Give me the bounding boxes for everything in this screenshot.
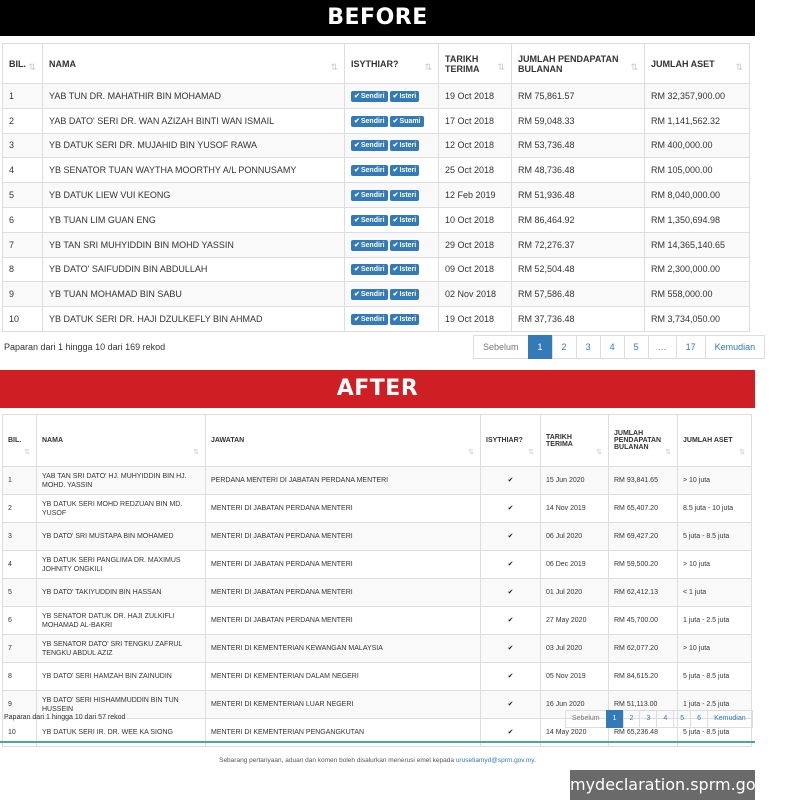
cell-assets: RM 1,350,694.98: [645, 207, 750, 232]
table-row: [3, 183, 750, 208]
cell-name: YB DATUK SERI DR. HAJI DZULKEFLY BIN AHMAD: [43, 307, 345, 332]
page-button[interactable]: 6: [690, 710, 708, 728]
check-icon: ✔: [354, 167, 360, 175]
cell-date: 27 May 2020: [541, 607, 609, 635]
cell-name: YB SENATOR DATO' SRI TENGKU ZAFRUL TENGKU ABDUL AZIZ: [37, 635, 206, 663]
check-icon[interactable]: ✔: [507, 505, 514, 512]
sort-icon: ⇅: [735, 62, 743, 72]
cell-declaration: [481, 523, 541, 551]
badge-label: Sendiri: [360, 216, 385, 224]
footer-end: .: [534, 757, 536, 764]
check-icon[interactable]: ✔: [507, 561, 514, 568]
check-icon: ✔: [392, 192, 399, 200]
declaration-badge[interactable]: [351, 215, 388, 226]
cell-no: 1: [3, 467, 37, 495]
badge-label: Isteri: [399, 192, 417, 200]
table-row: [3, 257, 750, 282]
table-row: [3, 133, 750, 158]
cell-position: MENTERI DI JABATAN PERDANA MENTERI: [206, 579, 481, 607]
cell-name: YB DATO' SAIFUDDIN BIN ABDULLAH: [43, 257, 345, 282]
sort-icon: ⇅: [630, 62, 638, 72]
cell-income: RM 75,861.57: [512, 84, 645, 109]
cell-income: RM 37,736.48: [512, 307, 645, 332]
cell-assets: 5 juta - 8.5 juta: [678, 719, 752, 747]
cell-assets: RM 400,000.00: [645, 133, 750, 158]
cell-name: YB DATO' TAKIYUDDIN BIN HASSAN: [37, 579, 206, 607]
declaration-badge[interactable]: [351, 116, 388, 127]
footer-divider: [0, 741, 755, 743]
cell-income: RM 72,276.37: [512, 232, 645, 257]
cell-name: YAB DATO' SERI DR. WAN AZIZAH BINTI WAN ISMAIL: [43, 108, 345, 133]
cell-position: MENTERI DI KEMENTERIAN LUAR NEGERI: [206, 691, 481, 719]
cell-date: 12 Oct 2018: [439, 133, 512, 158]
cell-date: 12 Feb 2019: [439, 183, 512, 208]
check-icon: ✔: [392, 291, 399, 299]
cell-name: YB DATO' SRI MUSTAPA BIN MOHAMED: [37, 523, 206, 551]
check-icon: ✔: [354, 192, 360, 200]
check-icon: ✔: [354, 216, 360, 224]
cell-name: YB SENATOR DATUK DR. HAJI ZULKIFLI MOHAMAD AL-BAKRI: [37, 607, 206, 635]
cell-name: YB DATUK SERI MOHD REDZUAN BIN MD. YUSOF: [37, 495, 206, 523]
declaration-badge[interactable]: [390, 314, 420, 325]
cell-no: 10: [3, 719, 37, 747]
declaration-badge[interactable]: [351, 165, 388, 176]
check-icon: ✔: [354, 117, 360, 125]
cell-income: RM 53,736.48: [512, 133, 645, 158]
cell-date: 05 Nov 2019: [541, 663, 609, 691]
cell-declaration: [345, 158, 439, 183]
table-row: [3, 282, 750, 307]
declaration-badge[interactable]: [351, 140, 388, 151]
table-row: [3, 467, 752, 495]
page-button[interactable]: 17: [676, 335, 706, 359]
badge-label: Sendiri: [360, 316, 385, 324]
check-icon: ✔: [392, 142, 399, 150]
cell-assets: RM 3,734,050.00: [645, 307, 750, 332]
prev-page-button[interactable]: Sebelum: [473, 335, 529, 359]
cell-declaration: [481, 663, 541, 691]
table-row: [3, 607, 752, 635]
cell-no: 8: [3, 663, 37, 691]
sort-icon: ⇅: [424, 62, 432, 72]
after-table-info: Paparan dari 1 hingga 10 dari 57 rekod: [4, 714, 126, 721]
check-icon[interactable]: ✔: [507, 533, 514, 540]
check-icon: ✔: [392, 117, 399, 125]
check-icon: ✔: [392, 316, 399, 324]
cell-name: YAB TAN SRI DATO' HJ. MUHYIDDIN BIN HJ. MOHD. YASSIN: [37, 467, 206, 495]
cell-name: YB TUAN MOHAMAD BIN SABU: [43, 282, 345, 307]
check-icon: ✔: [354, 291, 360, 299]
check-icon[interactable]: ✔: [507, 729, 514, 736]
table-row: [3, 579, 752, 607]
declaration-badge[interactable]: [390, 140, 420, 151]
cell-date: 29 Oct 2018: [439, 232, 512, 257]
cell-date: 14 May 2020: [541, 719, 609, 747]
cell-assets: 1 juta - 2.5 juta: [678, 691, 752, 719]
declaration-badge[interactable]: [390, 264, 420, 275]
badge-label: Sendiri: [360, 142, 385, 150]
table-row: [3, 663, 752, 691]
prev-page-button[interactable]: Sebelum: [565, 710, 607, 728]
cell-assets: 5 juta - 8.5 juta: [678, 663, 752, 691]
cell-no: 3: [3, 133, 43, 158]
badge-label: Isteri: [399, 167, 417, 175]
table-row: [3, 232, 750, 257]
cell-position: MENTERI DI JABATAN PERDANA MENTERI: [206, 495, 481, 523]
badge-label: Sendiri: [360, 117, 385, 125]
col-tarikh[interactable]: TARIKH TERIMA ⇅: [439, 44, 512, 84]
badge-label: Sendiri: [360, 192, 385, 200]
cell-position: MENTERI DI JABATAN PERDANA MENTERI: [206, 551, 481, 579]
col-tarikh[interactable]: TARIKH TERIMA ⇅: [541, 415, 609, 467]
col-jawatan[interactable]: JAWATAN ⇅: [206, 415, 481, 467]
declaration-badge[interactable]: [351, 190, 388, 201]
col-bil[interactable]: BIL. ⇅: [3, 44, 43, 84]
table-row: [3, 84, 750, 109]
table-row: [3, 307, 750, 332]
col-nama[interactable]: NAMA ⇅: [37, 415, 206, 467]
badge-label: Isteri: [399, 216, 417, 224]
sort-icon: ⇅: [739, 449, 745, 456]
cell-date: 09 Oct 2018: [439, 257, 512, 282]
cell-declaration: [345, 133, 439, 158]
check-icon[interactable]: ✔: [507, 589, 514, 596]
cell-income: RM 62,077.20: [609, 635, 678, 663]
cell-date: 14 Nov 2019: [541, 495, 609, 523]
declaration-badge[interactable]: [351, 91, 388, 102]
cell-name: YB DATUK SERI DR. MUJAHID BIN YUSOF RAWA: [43, 133, 345, 158]
badge-label: Sendiri: [360, 167, 385, 175]
check-icon: ✔: [354, 241, 360, 249]
table-row: [3, 495, 752, 523]
check-icon: ✔: [392, 92, 399, 100]
cell-assets: RM 8,040,000.00: [645, 183, 750, 208]
cell-income: RM 52,504.48: [512, 257, 645, 282]
cell-no: 7: [3, 635, 37, 663]
cell-no: 5: [3, 183, 43, 208]
col-aset[interactable]: JUMLAH ASET ⇅: [645, 44, 750, 84]
cell-declaration: [481, 635, 541, 663]
cell-income: RM 45,700.00: [609, 607, 678, 635]
cell-no: 10: [3, 307, 43, 332]
page-button[interactable]: 3: [639, 710, 657, 728]
col-pendapatan[interactable]: JUMLAH PENDAPATAN BULANAN ⇅: [609, 415, 678, 467]
cell-declaration: [481, 495, 541, 523]
page-button[interactable]: 2: [552, 335, 577, 359]
badge-label: Sendiri: [360, 92, 385, 100]
check-icon: ✔: [392, 241, 399, 249]
next-page-button[interactable]: Kemudian: [707, 710, 753, 728]
after-header-row: [3, 415, 752, 467]
before-pagination: [474, 335, 765, 359]
check-icon[interactable]: ✔: [507, 673, 514, 680]
cell-no: 9: [3, 282, 43, 307]
check-icon: ✔: [392, 216, 399, 224]
cell-declaration: [481, 579, 541, 607]
cell-assets: < 1 juta: [678, 579, 752, 607]
cell-date: 16 Jun 2020: [541, 691, 609, 719]
cell-no: 6: [3, 607, 37, 635]
cell-declaration: [345, 108, 439, 133]
badge-label: Sendiri: [360, 291, 385, 299]
page-button[interactable]: 5: [624, 335, 649, 359]
badge-label: Sendiri: [360, 266, 385, 274]
table-row: [3, 551, 752, 579]
cell-declaration: [345, 257, 439, 282]
cell-declaration: [345, 84, 439, 109]
cell-assets: 8.5 juta - 10 juta: [678, 495, 752, 523]
page-button[interactable]: 4: [656, 710, 674, 728]
sort-icon: ⇅: [528, 449, 534, 456]
cell-date: 25 Oct 2018: [439, 158, 512, 183]
cell-declaration: [481, 607, 541, 635]
cell-no: 5: [3, 579, 37, 607]
declaration-badge[interactable]: [351, 314, 388, 325]
cell-assets: RM 14,365,140.65: [645, 232, 750, 257]
cell-income: RM 59,500.20: [609, 551, 678, 579]
cell-income: RM 86,464.92: [512, 207, 645, 232]
declaration-badge[interactable]: [390, 289, 420, 300]
before-header-row: [3, 44, 750, 84]
next-page-button[interactable]: Kemudian: [705, 335, 766, 359]
col-nama[interactable]: NAMA ⇅: [43, 44, 345, 84]
sort-icon: ⇅: [468, 449, 474, 456]
declaration-badge[interactable]: [390, 116, 424, 127]
before-banner: BEFORE: [0, 0, 755, 36]
cell-no: 2: [3, 108, 43, 133]
cell-name: YB TUAN LIM GUAN ENG: [43, 207, 345, 232]
after-table: [2, 414, 752, 747]
sort-icon: ⇅: [497, 62, 505, 72]
declaration-badge[interactable]: [351, 240, 388, 251]
cell-declaration: [345, 232, 439, 257]
cell-assets: 5 juta - 8.5 juta: [678, 523, 752, 551]
cell-position: MENTERI DI KEMENTERIAN KEWANGAN MALAYSIA: [206, 635, 481, 663]
table-row: [3, 108, 750, 133]
footer-email-link[interactable]: urusetiamyd@sprm.gov.my: [455, 757, 535, 764]
declaration-badge[interactable]: [390, 91, 420, 102]
cell-no: 8: [3, 257, 43, 282]
cell-income: RM 62,412.13: [609, 579, 678, 607]
cell-position: MENTERI DI KEMENTERIAN DALAM NEGERI: [206, 663, 481, 691]
cell-assets: > 10 juta: [678, 635, 752, 663]
cell-name: YAB TUN DR. MAHATHIR BIN MOHAMAD: [43, 84, 345, 109]
cell-declaration: [345, 282, 439, 307]
badge-label: Isteri: [399, 142, 417, 150]
check-icon: ✔: [354, 142, 360, 150]
cell-date: 15 Jun 2020: [541, 467, 609, 495]
before-table: [2, 43, 750, 332]
site-watermark: mydeclaration.sprm.gov.my: [570, 770, 755, 800]
check-icon: ✔: [354, 316, 360, 324]
declaration-badge[interactable]: [390, 165, 420, 176]
check-icon: ✔: [392, 266, 399, 274]
cell-assets: 1 juta - 2.5 juta: [678, 607, 752, 635]
col-pendapatan[interactable]: JUMLAH PENDAPATAN BULANAN ⇅: [512, 44, 645, 84]
cell-assets: RM 558,000.00: [645, 282, 750, 307]
cell-no: 1: [3, 84, 43, 109]
cell-date: 01 Jul 2020: [541, 579, 609, 607]
cell-position: MENTERI DI JABATAN PERDANA MENTERI: [206, 523, 481, 551]
cell-date: 06 Jul 2020: [541, 523, 609, 551]
page-button[interactable]: 3: [576, 335, 601, 359]
page-ellipsis: …: [648, 335, 677, 359]
col-isytihar[interactable]: ISYTHIAR? ⇅: [345, 44, 439, 84]
declaration-badge[interactable]: [390, 240, 420, 251]
cell-date: 03 Jul 2020: [541, 635, 609, 663]
cell-name: YB DATUK LIEW VUI KEONG: [43, 183, 345, 208]
cell-income: RM 51,113.00: [609, 691, 678, 719]
badge-label: Sendiri: [360, 241, 385, 249]
cell-position: MENTERI DI JABATAN PERDANA MENTERI: [206, 607, 481, 635]
cell-income: RM 93,841.65: [609, 467, 678, 495]
cell-income: RM 65,236.48: [609, 719, 678, 747]
declaration-badge[interactable]: [351, 264, 388, 275]
badge-label: Suami: [399, 117, 421, 125]
col-isytihar[interactable]: ISYTHIAR? ⇅: [481, 415, 541, 467]
footer-text: Sebarang pertanyaan, aduan dan komen boleh disalurkan menerusi emel kepada: [219, 757, 454, 764]
sort-icon: ⇅: [330, 62, 338, 72]
check-icon[interactable]: ✔: [507, 701, 514, 708]
cell-assets: RM 105,000.00: [645, 158, 750, 183]
badge-label: Isteri: [399, 92, 417, 100]
sort-asc-icon: ⇅: [24, 449, 30, 456]
cell-income: RM 48,736.48: [512, 158, 645, 183]
cell-no: 2: [3, 495, 37, 523]
cell-no: 6: [3, 207, 43, 232]
check-icon[interactable]: ✔: [507, 645, 514, 652]
declaration-badge[interactable]: [351, 289, 388, 300]
cell-income: RM 69,427.20: [609, 523, 678, 551]
cell-declaration: [481, 691, 541, 719]
check-icon: ✔: [392, 167, 399, 175]
cell-no: 9: [3, 691, 37, 719]
cell-date: 17 Oct 2018: [439, 108, 512, 133]
cell-declaration: [481, 551, 541, 579]
page-button[interactable]: 2: [623, 710, 641, 728]
cell-no: 4: [3, 158, 43, 183]
check-icon: ✔: [354, 266, 360, 274]
cell-position: MENTERI DI KEMENTERIAN PENGANGKUTAN: [206, 719, 481, 747]
sort-icon: ⇅: [596, 449, 602, 456]
sort-icon: ⇅: [665, 449, 671, 456]
col-aset[interactable]: JUMLAH ASET ⇅: [678, 415, 752, 467]
cell-no: 7: [3, 232, 43, 257]
cell-date: 06 Dec 2019: [541, 551, 609, 579]
cell-declaration: [481, 467, 541, 495]
table-row: [3, 207, 750, 232]
cell-declaration: [345, 207, 439, 232]
footer: [0, 757, 755, 764]
cell-name: YB DATUK SERI PANGLIMA DR. MAXIMUS JOHNITY ONGKILI: [37, 551, 206, 579]
cell-date: 02 Nov 2018: [439, 282, 512, 307]
page-button[interactable]: 1: [528, 335, 553, 359]
cell-income: RM 57,586.48: [512, 282, 645, 307]
cell-name: YB SENATOR TUAN WAYTHA MOORTHY A/L PONNUSAMY: [43, 158, 345, 183]
after-pagination: [566, 710, 753, 728]
col-bil[interactable]: BIL. ⇅: [3, 415, 37, 467]
badge-label: Isteri: [399, 266, 417, 274]
after-banner: AFTER: [0, 370, 755, 408]
cell-no: 3: [3, 523, 37, 551]
check-icon: ✔: [354, 92, 360, 100]
table-row: [3, 158, 750, 183]
badge-label: Isteri: [399, 241, 417, 249]
table-row: [3, 523, 752, 551]
cell-name: YB DATUK SERI IR. DR. WEE KA SIONG: [37, 719, 206, 747]
badge-label: Isteri: [399, 316, 417, 324]
declaration-badge[interactable]: [390, 215, 420, 226]
cell-date: 10 Oct 2018: [439, 207, 512, 232]
cell-name: YB DATO' SERI HISHAMMUDDIN BIN TUN HUSSEIN: [37, 691, 206, 719]
cell-assets: RM 1,141,562.32: [645, 108, 750, 133]
cell-date: 19 Oct 2018: [439, 84, 512, 109]
declaration-badge[interactable]: [390, 190, 420, 201]
cell-income: RM 59,048.33: [512, 108, 645, 133]
page-button[interactable]: 4: [600, 335, 625, 359]
cell-income: RM 65,407.20: [609, 495, 678, 523]
cell-declaration: [345, 183, 439, 208]
check-icon[interactable]: ✔: [507, 617, 514, 624]
cell-declaration: [345, 307, 439, 332]
check-icon[interactable]: ✔: [507, 477, 514, 484]
page-button[interactable]: 5: [673, 710, 691, 728]
cell-assets: > 10 juta: [678, 467, 752, 495]
cell-assets: > 10 juta: [678, 551, 752, 579]
cell-position: PERDANA MENTERI DI JABATAN PERDANA MENTERI: [206, 467, 481, 495]
cell-name: YB TAN SRI MUHYIDDIN BIN MOHD YASSIN: [43, 232, 345, 257]
badge-label: Isteri: [399, 291, 417, 299]
table-row: [3, 635, 752, 663]
sort-asc-icon: ⇅: [28, 62, 36, 72]
cell-name: YB DATO' SERI HAMZAH BIN ZAINUDIN: [37, 663, 206, 691]
cell-date: 19 Oct 2018: [439, 307, 512, 332]
cell-no: 4: [3, 551, 37, 579]
cell-income: RM 84,615.20: [609, 663, 678, 691]
sort-icon: ⇅: [193, 449, 199, 456]
cell-assets: RM 2,300,000.00: [645, 257, 750, 282]
cell-income: RM 51,936.48: [512, 183, 645, 208]
before-table-info: Paparan dari 1 hingga 10 dari 169 rekod: [4, 342, 166, 352]
page-button[interactable]: 1: [606, 710, 624, 728]
cell-assets: RM 32,357,900.00: [645, 84, 750, 109]
